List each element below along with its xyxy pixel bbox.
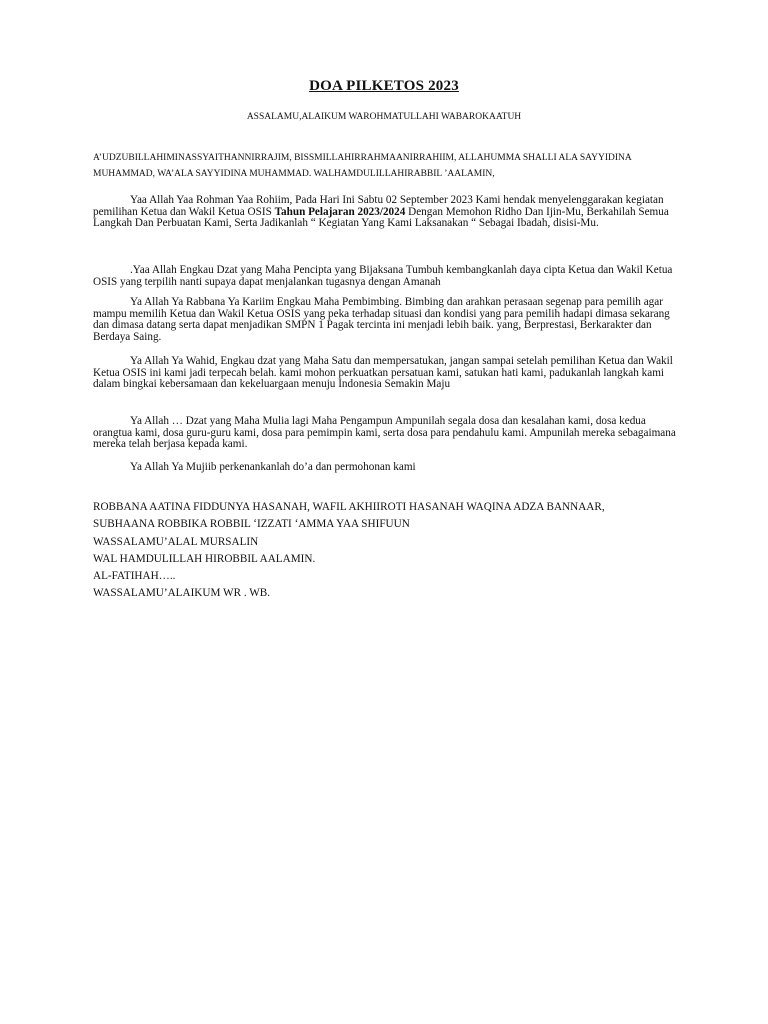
paragraph-1 — [93, 195, 683, 230]
paragraph-3-text: Ya Allah Ya Rabbana Ya Kariim Engkau Maha Pembimbing. Bimbing dan arahkan perasaan segenap para pemilih agar mampu memilih Ketua dan Wakil Ketua OSIS yang peka terhadap situasi dan kondisi yang para pemilih hadapi dimasa sekarang dan dimasa datang serta dapat menjadikan SMPN 1 Pagak tercinta ini menjadi lebih baik. yang, Berprestasi, Berkarakter dan Berdaya Saing. — [93, 296, 670, 343]
paragraph-2-text: .Yaa Allah Engkau Dzat yang Maha Pencipta yang Bijaksana Tumbuh kembangkanlah daya cipta Ketua dan Wakil Ketua OSIS yang terpilih nanti supaya dapat menjalankan tugasnya dengan Amanah — [93, 264, 673, 288]
paragraph-1-text-b: Dengan Memohon Ridho Dan Ijin-Mu, Berkahilah Semua Langkah Dan Perbuatan Kami, Serta Jadikanlah “ Kegiatan Yang Kami Laksanakan “ Sebagai Ibadah, disisi-Mu. — [93, 205, 669, 230]
closing-line: WASSALAMU’ALAIKUM WR . WB. — [93, 587, 271, 600]
closing-line: ROBBANA AATINA FIDDUNYA HASANAH, WAFIL AKHIIROTI HASANAH WAQINA ADZA BANNAAR, — [93, 501, 605, 513]
closing-section — [93, 499, 693, 603]
closing-line: AL-FATIHAH….. — [93, 570, 176, 583]
opening-invocation: A’UDZUBILLAHIMINASSYAITHANNIRRAJIM, BISSMILLAHIRRAHMAANIRRAHIIM, ALLAHUMMA SHALLI ALA SAYYIDINA MUHAMMAD, WA’ALA SAYYIDINA MUHAMMAD. WALHAMDULILLAHIRABBIL ’AALAMIN, — [93, 153, 632, 179]
document-title: DOA PILKETOS 2023 — [309, 78, 459, 94]
paragraph-5 — [93, 416, 683, 451]
paragraph-3 — [93, 297, 683, 343]
paragraph-6-text: Ya Allah Ya Mujiib perkenankanlah do’a dan permohonan kami — [130, 461, 416, 473]
paragraph-2 — [93, 265, 683, 288]
paragraph-4 — [93, 356, 683, 391]
paragraph-1-bold: Tahun Pelajaran 2023/2024 — [274, 205, 406, 218]
paragraph-6 — [93, 462, 683, 474]
paragraph-4-text: Ya Allah Ya Wahid, Engkau dzat yang Maha Satu dan mempersatukan, jangan sampai setelah pemilihan Ketua dan Wakil Ketua OSIS ini kami jadi terpecah belah. kami mohon perkuatkan persatuan kami, satukan hati kami, padukanlah langkah kami dalam bingkai kebersamaan dan kekeluargaan menuju Indonesia Semakin Maju — [93, 355, 673, 391]
closing-line: WASSALAMU’ALAL MURSALIN — [93, 535, 259, 548]
paragraph-5-text: Ya Allah … Dzat yang Maha Mulia lagi Maha Pengampun Ampunilah segala dosa dan kesalahan kami, dosa kedua orangtua kami, dosa guru-guru kami, dosa para pemimpin kami, serta dosa para pendahulu kami. Ampunilah mereka sebagaimana mereka telah berjasa kepada kami. — [93, 415, 676, 451]
closing-line: WAL HAMDULILLAH HIROBBIL AALAMIN. — [93, 552, 316, 565]
opening-salam: ASSALAMU,ALAIKUM WAROHMATULLAHI WABAROKAATUH — [246, 112, 522, 122]
closing-line: SUBHAANA ROBBIKA ROBBIL ‘IZZATI ‘AMMA YAA SHIFUUN — [93, 518, 410, 531]
paragraph-1-text-a: Yaa Allah Yaa Rohman Yaa Rohiim, Pada Hari Ini Sabtu 02 September 2023 Kami hendak menyelenggarakan kegiatan pemilihan Ketua dan Wakil Ketua OSIS — [93, 194, 664, 218]
